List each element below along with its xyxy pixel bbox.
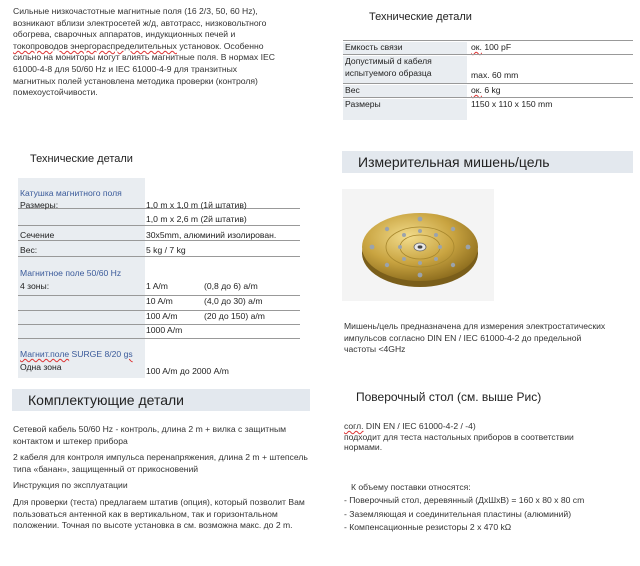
- value-text: 100 pF: [481, 42, 512, 52]
- accessories-list: [13, 424, 333, 532]
- accessory-item: [13, 424, 333, 447]
- row-value: max. 60 mm: [471, 70, 519, 80]
- one-zone-value: 100 A/m до 2000 A/m: [146, 366, 229, 376]
- surge-title-mid: SURGE 8/20: [69, 349, 124, 359]
- value-text: 6 kg: [481, 85, 501, 95]
- intro-line: 61000-4-8 для 50/60 Hz и IEC 61000-4-9 для транзитных: [13, 63, 238, 74]
- accessories-heading-band: Комплектующие детали: [12, 389, 310, 411]
- suitability-line: нормами.: [344, 442, 383, 453]
- weight-label: Вес:: [20, 245, 38, 255]
- weight-value: 5 kg / 7 kg: [146, 245, 186, 255]
- row-value: [471, 85, 501, 97]
- zone-range: (0,8 до 6) a/m: [204, 281, 258, 291]
- surge-title: [20, 349, 133, 361]
- intro-misspelled: токопроводов энергораспределительных: [13, 40, 177, 51]
- field-title: Магнитное поле 50/60 Hz: [20, 268, 122, 278]
- scope-item: - Поверочный стол, деревянный (ДхШхВ) = 160 x 80 x 80 cm: [344, 495, 585, 506]
- tech-details-right-table: [343, 40, 633, 120]
- value-prefix: ок.: [471, 42, 482, 52]
- surge-title-wavy: Магнит.поле: [20, 349, 70, 359]
- accessory-line: контактом и штекер прибора: [13, 435, 128, 446]
- accessory-line: пользоваться антенной как в вертикальном, так и горизонтальном: [13, 508, 278, 519]
- one-zone-label: Одна зона: [20, 362, 62, 372]
- row-label: Допустимый d кабеля испытуемого образца: [343, 56, 467, 83]
- accessory-line: 2 кабеля для контроля импульса перенапряжения, длина 2 m + штепсель: [13, 452, 308, 463]
- size-value: 1,0 m x 2,6 m (2й штатив): [146, 214, 247, 224]
- target-line: частоты <4GHz: [344, 344, 406, 355]
- size-value: 1,0 m x 1,0 m (1й штатив): [146, 200, 247, 210]
- sizes-label: Размеры:: [20, 200, 59, 210]
- table-row: [343, 83, 633, 97]
- intro-line: помехоустойчивости.: [13, 87, 98, 98]
- table-row: [343, 40, 633, 54]
- surge-title-end: gs: [123, 349, 133, 359]
- suitability-line: подходит для теста настольных приборов в соответствии: [344, 431, 574, 442]
- accessory-line: положении. Точная по высоте установка в см. возможна макс. до 2 m.: [13, 520, 293, 531]
- row-label: Емкость связи: [343, 42, 467, 54]
- accessory-item: [13, 452, 333, 475]
- zone-value: 100 A/m: [146, 311, 178, 321]
- standard-text: DIN EN / IEC 61000-4-2 / -4): [363, 421, 476, 431]
- target-disc-illustration: [342, 189, 494, 301]
- test-table-description: [344, 421, 636, 453]
- scope-item: - Компенсационные резисторы 2 x 470 kΩ: [344, 521, 512, 532]
- zone-range: (20 до 150) a/m: [204, 311, 265, 321]
- target-image: [342, 189, 494, 301]
- zone-value: 10 A/m: [146, 296, 173, 306]
- intro-line: сильно на мониторы могут влиять магнитные поля. В нормах IEC: [13, 52, 275, 63]
- zone-value: 1 A/m: [146, 281, 168, 291]
- accessory-line: Для проверки (теста) предлагаем штатив (опция), который позволит Вам: [13, 496, 305, 507]
- tech-details-right-heading: Технические детали: [369, 11, 472, 23]
- row-label: Размеры: [343, 99, 467, 120]
- test-table-heading: Поверочный стол (см. выше Рис): [356, 390, 542, 404]
- row-value: [471, 42, 511, 54]
- table-row: [343, 97, 633, 120]
- intro-line: обогрева, сварочных аппаратов, индукционных печей и: [13, 29, 236, 40]
- section-label: Сечение: [20, 230, 55, 240]
- target-line: импульсов согласно DIN EN / IEC 61000-4-2 до предельной: [344, 332, 582, 343]
- standard-line: [344, 421, 636, 432]
- intro-line: [13, 41, 323, 53]
- row-value: 1150 x 110 x 150 mm: [471, 99, 553, 109]
- divider: [18, 338, 300, 339]
- accessory-item: [13, 497, 333, 532]
- accessory-line: Сетевой кабель 50/60 Hz - контроль, длина 2 m + вилка с защитным: [13, 424, 287, 434]
- intro-line: Сильные низкочастотные магнитные поля (16 2/3, 50, 60 Hz),: [13, 6, 258, 16]
- scope-title: К объему поставки относятся:: [351, 482, 471, 492]
- zone-value: 1000 A/m: [146, 325, 183, 335]
- tech-details-left-table: [18, 178, 300, 378]
- target-heading-band: Измерительная мишень/цель: [342, 151, 633, 173]
- standard-prefix: согл.: [344, 421, 364, 431]
- scope-item: - Заземляющая и соединительная пластины (алюминий): [344, 508, 572, 519]
- row-label: Вес: [343, 85, 467, 97]
- value-prefix: ок.: [471, 85, 482, 95]
- target-line: Мишень/цель предназначена для измерения электростатических: [344, 321, 606, 331]
- intro-line: возникают вблизи электросетей ж/д, автотрасс, низковольтного: [13, 17, 267, 28]
- accessory-line: типа «банан», защищенный от прикосновений: [13, 463, 199, 474]
- intro-line-rest: установок. Особенно: [176, 40, 264, 51]
- section-value: 30x5mm, алюминий изолирован.: [146, 230, 277, 240]
- tech-details-left-heading: Технические детали: [30, 153, 133, 165]
- coil-title: Катушка магнитного поля: [20, 188, 122, 198]
- intro-paragraph: [13, 6, 323, 99]
- zones-label: 4 зоны:: [20, 281, 50, 291]
- delivery-scope: [344, 481, 636, 534]
- accessory-item: Инструкция по эксплуатации: [13, 480, 128, 491]
- zone-range: (4,0 до 30) a/m: [204, 296, 263, 306]
- intro-line: магнитных полей установлена методика проверки (контроля): [13, 75, 258, 86]
- target-description: [344, 321, 636, 356]
- table-row: [343, 54, 633, 83]
